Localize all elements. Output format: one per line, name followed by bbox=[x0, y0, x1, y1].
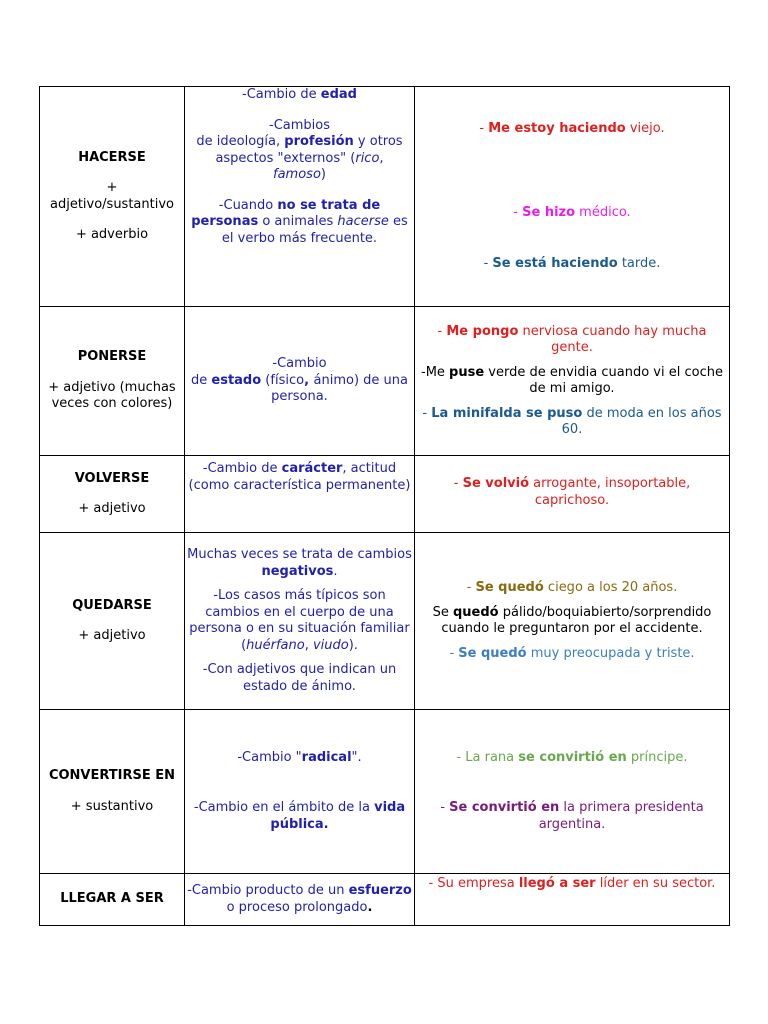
use-text: -Cambio de carácter, actitud (como característica permanente) bbox=[188, 461, 411, 493]
example-text: - Se volvió arrogante, insoportable, caprichoso. bbox=[453, 476, 691, 508]
use-text: -Cuando no se trata de personas o animales hacerse es el verbo más frecuente. bbox=[191, 197, 408, 246]
use-text: -Cambio en el ámbito de la vida pública. bbox=[193, 800, 406, 832]
verb-title: VOLVERSE bbox=[74, 470, 150, 486]
table-row-llegar-a-ser bbox=[40, 874, 730, 926]
table-row-ponerse bbox=[40, 307, 730, 456]
table-row-quedarse bbox=[40, 533, 730, 710]
use-text: -Cambios de ideología, profesión y otros aspectos "externos" (rico, famoso) bbox=[196, 117, 403, 182]
table-row-volverse bbox=[40, 456, 730, 533]
example-text: Se quedó pálido/boquiabierto/sorprendido cuando le preguntaron por el accidente. bbox=[432, 604, 712, 636]
use-text: -Cambio de edad bbox=[242, 87, 357, 102]
example-text: - Se convirtió en la primera presidenta argentina. bbox=[440, 800, 704, 832]
verb-complement: + adverbio bbox=[75, 227, 149, 242]
use-text: -Cambio de estado (físico, ánimo) de una persona. bbox=[191, 356, 408, 405]
example-text: - Me estoy haciendo viejo. bbox=[479, 120, 665, 136]
example-cell bbox=[415, 87, 730, 307]
example-cell bbox=[415, 456, 730, 533]
verb-complement: + adjetivo bbox=[78, 501, 146, 516]
verb-title: CONVERTIRSE EN bbox=[48, 768, 176, 783]
verb-title: LLEGAR A SER bbox=[60, 891, 164, 907]
use-text: -Cambio "radical". bbox=[237, 749, 362, 765]
use-text: -Con adjetivos que indican un estado de ánimo. bbox=[202, 662, 397, 694]
example-text: - Se está haciendo tarde. bbox=[483, 255, 661, 271]
verb-cell bbox=[40, 456, 185, 533]
verb-title: PONERSE bbox=[77, 349, 147, 365]
use-cell bbox=[185, 710, 415, 874]
verb-complement: + adjetivo bbox=[78, 628, 146, 643]
example-text: - Se hizo médico. bbox=[513, 205, 631, 221]
use-cell bbox=[185, 533, 415, 710]
verb-cell bbox=[40, 307, 185, 456]
example-text: - Su empresa llegó a ser líder en su sector. bbox=[428, 876, 716, 891]
verb-cell bbox=[40, 874, 185, 926]
example-text: - Se quedó ciego a los 20 años. bbox=[466, 580, 678, 595]
verb-cell bbox=[40, 87, 185, 307]
example-text: -Me puse verde de envidia cuando vi el coche de mi amigo. bbox=[421, 364, 723, 396]
example-cell bbox=[415, 533, 730, 710]
use-cell bbox=[185, 874, 415, 926]
use-cell bbox=[185, 456, 415, 533]
example-cell bbox=[415, 874, 730, 926]
table-row-convertirse bbox=[40, 710, 730, 874]
use-text: Muchas veces se trata de cambios negativos. bbox=[187, 547, 412, 579]
use-text: -Los casos más típicos son cambios en el cuerpo de una persona o en su situación familiar (huérfano, viudo). bbox=[189, 588, 410, 653]
example-cell bbox=[415, 710, 730, 874]
example-text: - Me pongo nerviosa cuando hay mucha gente. bbox=[437, 323, 707, 355]
use-cell bbox=[185, 307, 415, 456]
verb-plus: + bbox=[106, 180, 118, 195]
use-cell bbox=[185, 87, 415, 307]
example-text: - La minifalda se puso de moda en los años 60. bbox=[422, 405, 722, 437]
verb-title: QUEDARSE bbox=[72, 597, 152, 613]
verb-cell bbox=[40, 533, 185, 710]
example-text: - La rana se convirtió en príncipe. bbox=[456, 749, 688, 765]
example-cell bbox=[415, 307, 730, 456]
table-row-hacerse bbox=[40, 87, 730, 307]
verb-complement: adjetivo/sustantivo bbox=[49, 196, 174, 212]
example-text: - Se quedó muy preocupada y triste. bbox=[449, 645, 695, 661]
verb-complement: + sustantivo bbox=[70, 798, 154, 814]
verbs-of-change-table bbox=[39, 86, 730, 926]
verb-complement: + adjetivo (muchas veces con colores) bbox=[48, 379, 176, 412]
verb-title: HACERSE bbox=[78, 149, 146, 165]
use-text: -Cambio producto de un esfuerzo o proceso prolongado. bbox=[187, 883, 412, 915]
verb-cell bbox=[40, 710, 185, 874]
